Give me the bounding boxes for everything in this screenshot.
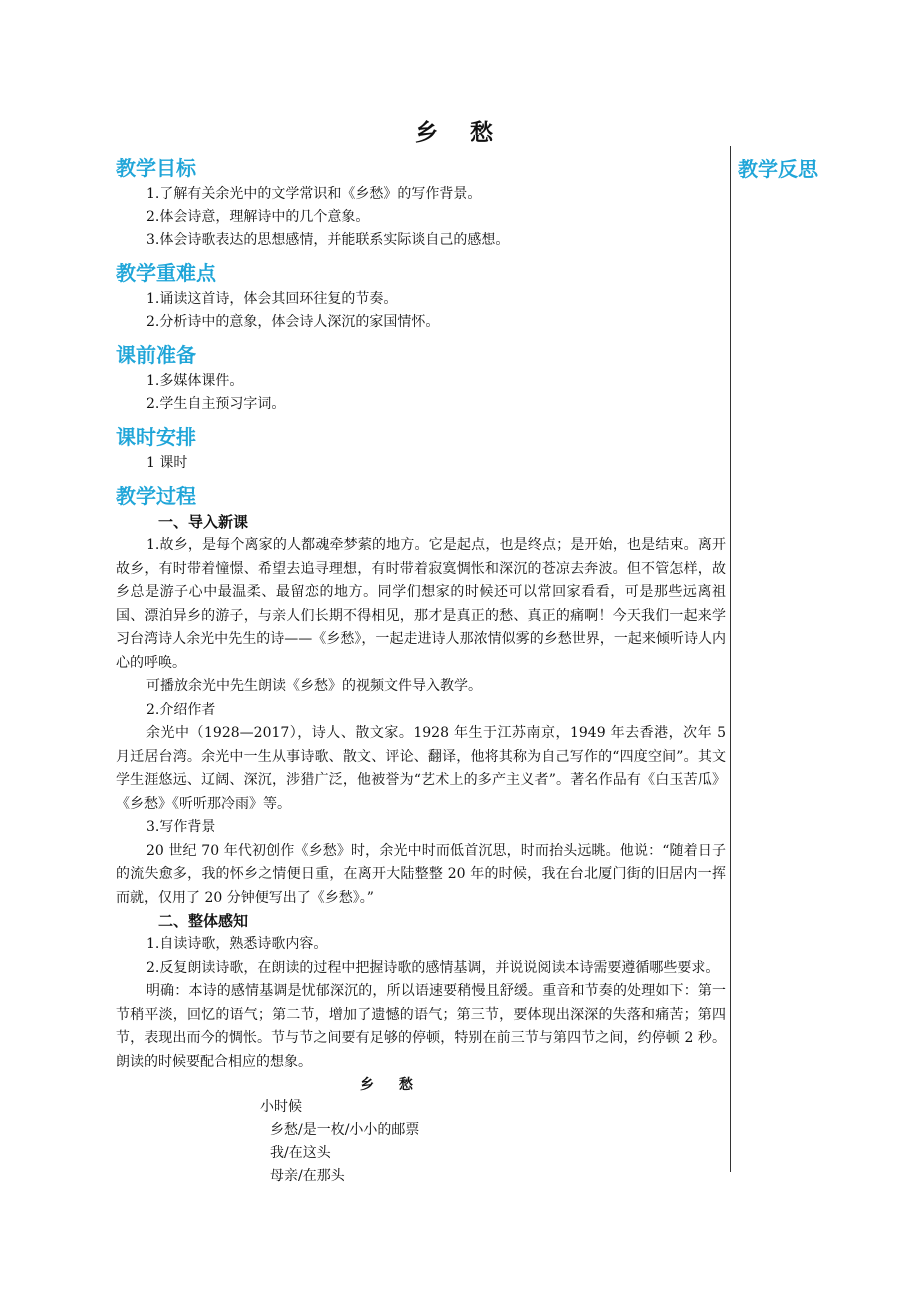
poem-line: 小时候 — [260, 1099, 302, 1115]
poem-line: 我/在这头 — [270, 1145, 331, 1161]
clarification-paragraph: 明确：本诗的感情基调是忧郁深沉的，所以语速要稍慢且舒缓。重音和节奏的处理如下：第一节稍平淡，回忆的语气；第二节，增加了遗憾的语气；第三节，要体现出深深的失落和痛苦；第四节，表现出而今的惆怅。节与节之间要有足够的停顿，特别在前三节与第四节之间，约停顿 2 秒。朗读的时候要配合相应的想象。 — [116, 983, 726, 1070]
preparation-item: 2.学生自主预习字词。 — [146, 396, 286, 412]
perception-subheading: 二、整体感知 — [158, 912, 249, 930]
process-heading: 教学过程 — [116, 484, 196, 508]
column-divider — [730, 146, 731, 1172]
preparation-item: 1.多媒体课件。 — [146, 373, 244, 389]
schedule-item: 1 课时 — [146, 455, 188, 471]
objective-item: 3.体会诗歌表达的思想感情，并能联系实际谈自己的感想。 — [146, 232, 510, 248]
key-point-item: 1.诵读这首诗，体会其回环往复的节奏。 — [146, 291, 398, 307]
schedule-heading: 课时安排 — [116, 425, 196, 449]
key-points-heading: 教学重难点 — [116, 261, 216, 285]
page-title: 乡 愁 — [414, 119, 505, 146]
poem-title: 乡 愁 — [360, 1077, 423, 1093]
objectives-heading: 教学目标 — [116, 156, 196, 180]
preparation-heading: 课前准备 — [116, 343, 196, 367]
objective-item: 1.了解有关余光中的文学常识和《乡愁》的写作背景。 — [146, 186, 482, 202]
poem-line: 母亲/在那头 — [270, 1168, 345, 1184]
perception-paragraph: 1.自读诗歌，熟悉诗歌内容。 — [146, 936, 328, 952]
intro-subheading: 一、导入新课 — [158, 513, 249, 531]
background-paragraph: 20 世纪 70 年代初创作《乡愁》时，余光中时而低首沉思，时而抬头远眺。他说：“随着日子的流失愈多，我的怀乡之情便日重，在离开大陆整整 20 年的时候，我在台北厦门街的旧居内一挥而就，仅用了 20 分钟便写出了《乡愁》。” — [116, 842, 726, 906]
perception-paragraph: 2.反复朗读诗歌，在朗读的过程中把握诗歌的感情基调，并说说阅读本诗需要遵循哪些要求。 — [146, 959, 720, 976]
poem-line: 乡愁/是一枚/小小的邮票 — [270, 1122, 420, 1138]
author-label: 2.介绍作者 — [146, 701, 216, 718]
intro-paragraph: 1.故乡，是每个离家的人都魂牵梦萦的地方。它是起点，也是终点；是开始，也是结束。离开故乡，有时带着憧憬、希望去追寻理想，有时带着寂寞惆怅和深沉的苍凉去奔波。但不管怎样，故乡总是游子心中最温柔、最留恋的地方。同学们想家的时候还可以常回家看看，可是那些远离祖国、漂泊异乡的游子，与亲人们长期不得相见，那才是真正的愁、真正的痛啊！今天我们一起来学习台湾诗人余光中先生的诗——《乡愁》，一起走进诗人那浓情似雾的乡愁世界，一起来倾听诗人内心的呼唤。 — [116, 537, 726, 671]
lesson-plan-body — [116, 150, 726, 1188]
reflection-heading: 教学反思 — [738, 157, 818, 181]
intro-paragraph: 可播放余光中先生朗读《乡愁》的视频文件导入教学。 — [146, 678, 482, 694]
background-label: 3.写作背景 — [146, 819, 216, 835]
author-paragraph: 余光中（1928—2017），诗人、散文家。1928 年生于江苏南京，1949 年去香港，次年 5 月迁居台湾。余光中一生从事诗歌、散文、评论、翻译，他将其称为自己写作的“四度空间”。其文学生涯悠远、辽阔、深沉，涉猎广泛，他被誉为“艺术上的多产主义者”。著名作品有《白玉苦瓜》《乡愁》《听听那冷雨》等。 — [116, 725, 726, 812]
objective-item: 2.体会诗意，理解诗中的几个意象。 — [146, 209, 370, 225]
key-point-item: 2.分析诗中的意象，体会诗人深沉的家国情怀。 — [146, 314, 440, 330]
